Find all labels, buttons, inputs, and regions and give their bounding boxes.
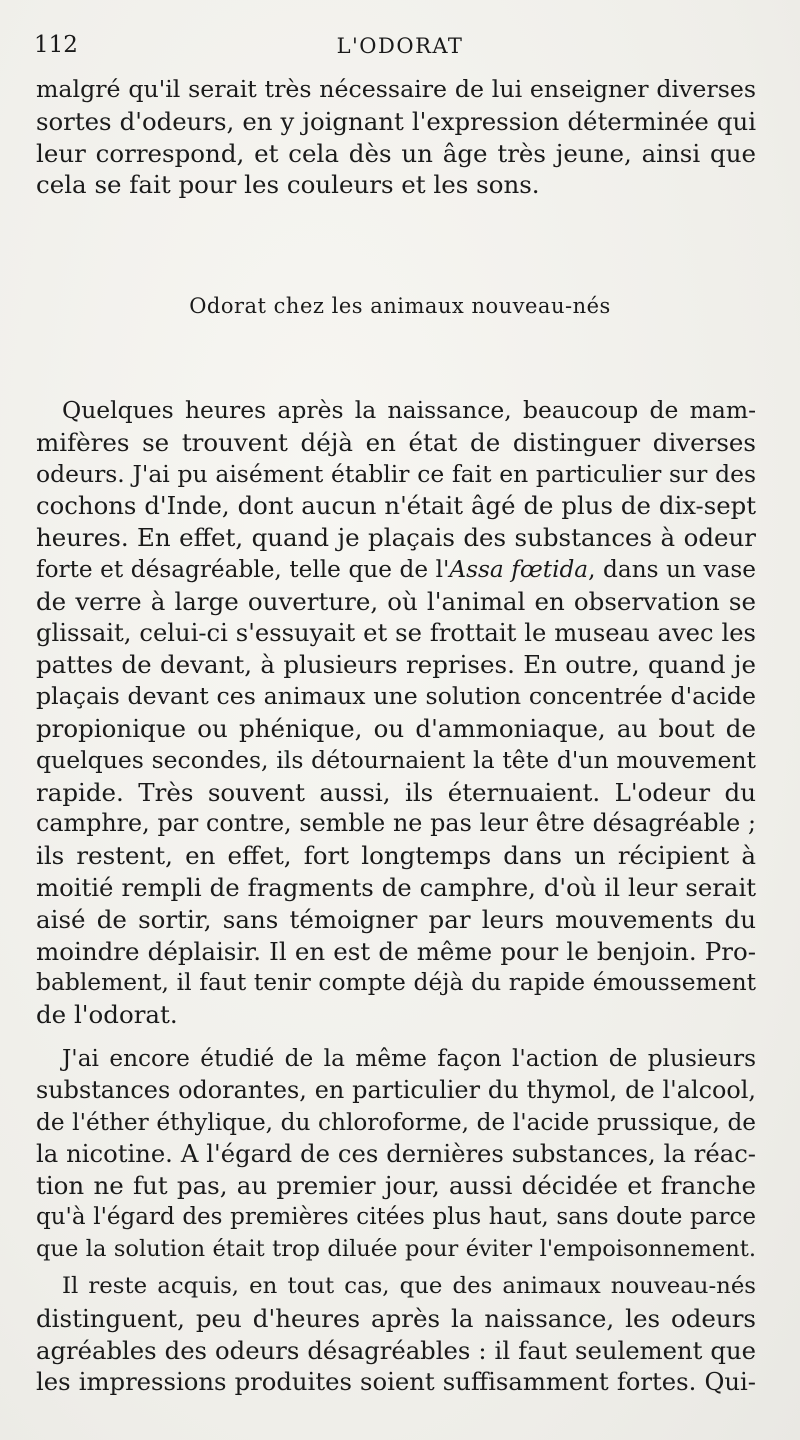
page-header <box>34 30 766 66</box>
text-line: propionique ou phénique, ou d'ammoniaque, au bout de <box>36 713 756 743</box>
running-title: L'ODORAT <box>336 34 464 58</box>
paragraph <box>36 1271 756 1398</box>
text-line: camphre, par contre, semble ne pas leur être désagréable ; <box>36 809 756 838</box>
text-line: Il reste acquis, en tout cas, que des animaux nouveau-nés <box>62 1273 756 1299</box>
page-number: 112 <box>34 32 78 58</box>
text-line: aisé de sortir, sans témoigner par leurs mouvements du <box>36 904 756 934</box>
paragraph <box>36 395 756 1031</box>
text-line: agréables des odeurs désagréables : il faut seulement que <box>36 1335 756 1365</box>
text-line: cela se fait pour les couleurs et les sons. <box>36 170 540 200</box>
text-segment: forte et désagréable, telle que de l' <box>36 555 450 583</box>
text-line: quelques secondes, ils détournaient la tête d'un mouvement <box>36 745 756 774</box>
text-line: distinguent, peu d'heures après la naissance, les odeurs <box>36 1303 756 1333</box>
text-line: rapide. Très souvent aussi, ils éternuaient. L'odeur du <box>36 777 756 807</box>
text-line: glissait, celui-ci s'essuyait et se frottait le museau avec les <box>36 618 756 647</box>
text-line: substances odorantes, en particulier du thymol, de l'alcool, <box>36 1075 756 1104</box>
text-line: qu'à l'égard des premières citées plus haut, sans doute parce <box>36 1203 756 1230</box>
text-line: heures. En effet, quand je plaçais des substances à odeur <box>36 523 756 553</box>
text-line: sortes d'odeurs, en y joignant l'expression déterminée qui <box>36 106 756 136</box>
text-line: J'ai encore étudié de la même façon l'action de plusieurs <box>62 1045 756 1072</box>
text-line: cochons d'Inde, dont aucun n'était âgé de plus de dix-sept <box>36 491 756 521</box>
italic-term: Assa fœtida <box>449 555 589 583</box>
text-line: leur correspond, et cela dès un âge très jeune, ainsi que <box>36 138 756 168</box>
text-line: de verre à large ouverture, où l'animal en observation se <box>36 586 756 616</box>
text-line: tion ne fut pas, au premier jour, aussi décidée et franche <box>36 1171 756 1201</box>
text-line: Quelques heures après la naissance, beaucoup de mam- <box>62 396 756 424</box>
text-line: de l'éther éthylique, du chloroforme, de l'acide prussique, de <box>36 1108 756 1136</box>
paragraph-continuation <box>36 74 756 201</box>
text-line: mifères se trouvent déjà en état de distinguer diverses <box>36 427 756 457</box>
text-line: malgré qu'il serait très nécessaire de lui enseigner diverses <box>36 75 756 103</box>
text-line: que la solution était trop diluée pour éviter l'empoisonnement. <box>36 1235 756 1262</box>
text-line: odeurs. J'ai pu aisément établir ce fait en particulier sur des <box>36 459 756 488</box>
text-line-with-italic <box>36 554 756 586</box>
text-line: moitié rempli de fragments de camphre, d'où il leur serait <box>36 872 756 902</box>
paragraph <box>36 1043 756 1266</box>
text-line: de l'odorat. <box>36 1000 178 1030</box>
text-line: bablement, il faut tenir compte déjà du rapide émoussement <box>36 968 756 997</box>
text-line: la nicotine. A l'égard de ces dernières substances, la réac- <box>36 1139 756 1169</box>
text-segment: , dans un vase <box>588 555 756 583</box>
section-heading: Odorat chez les animaux nouveau-nés <box>189 294 611 318</box>
text-line: ils restent, en effet, fort longtemps dans un récipient à <box>36 841 756 871</box>
text-line: plaçais devant ces animaux une solution concentrée d'acide <box>36 682 756 711</box>
text-line: pattes de devant, à plusieurs reprises. En outre, quand je <box>36 650 756 680</box>
text-line: les impressions produites soient suffisamment fortes. Qui- <box>36 1367 756 1397</box>
text-line: moindre déplaisir. Il en est de même pour le benjoin. Pro- <box>36 936 756 966</box>
